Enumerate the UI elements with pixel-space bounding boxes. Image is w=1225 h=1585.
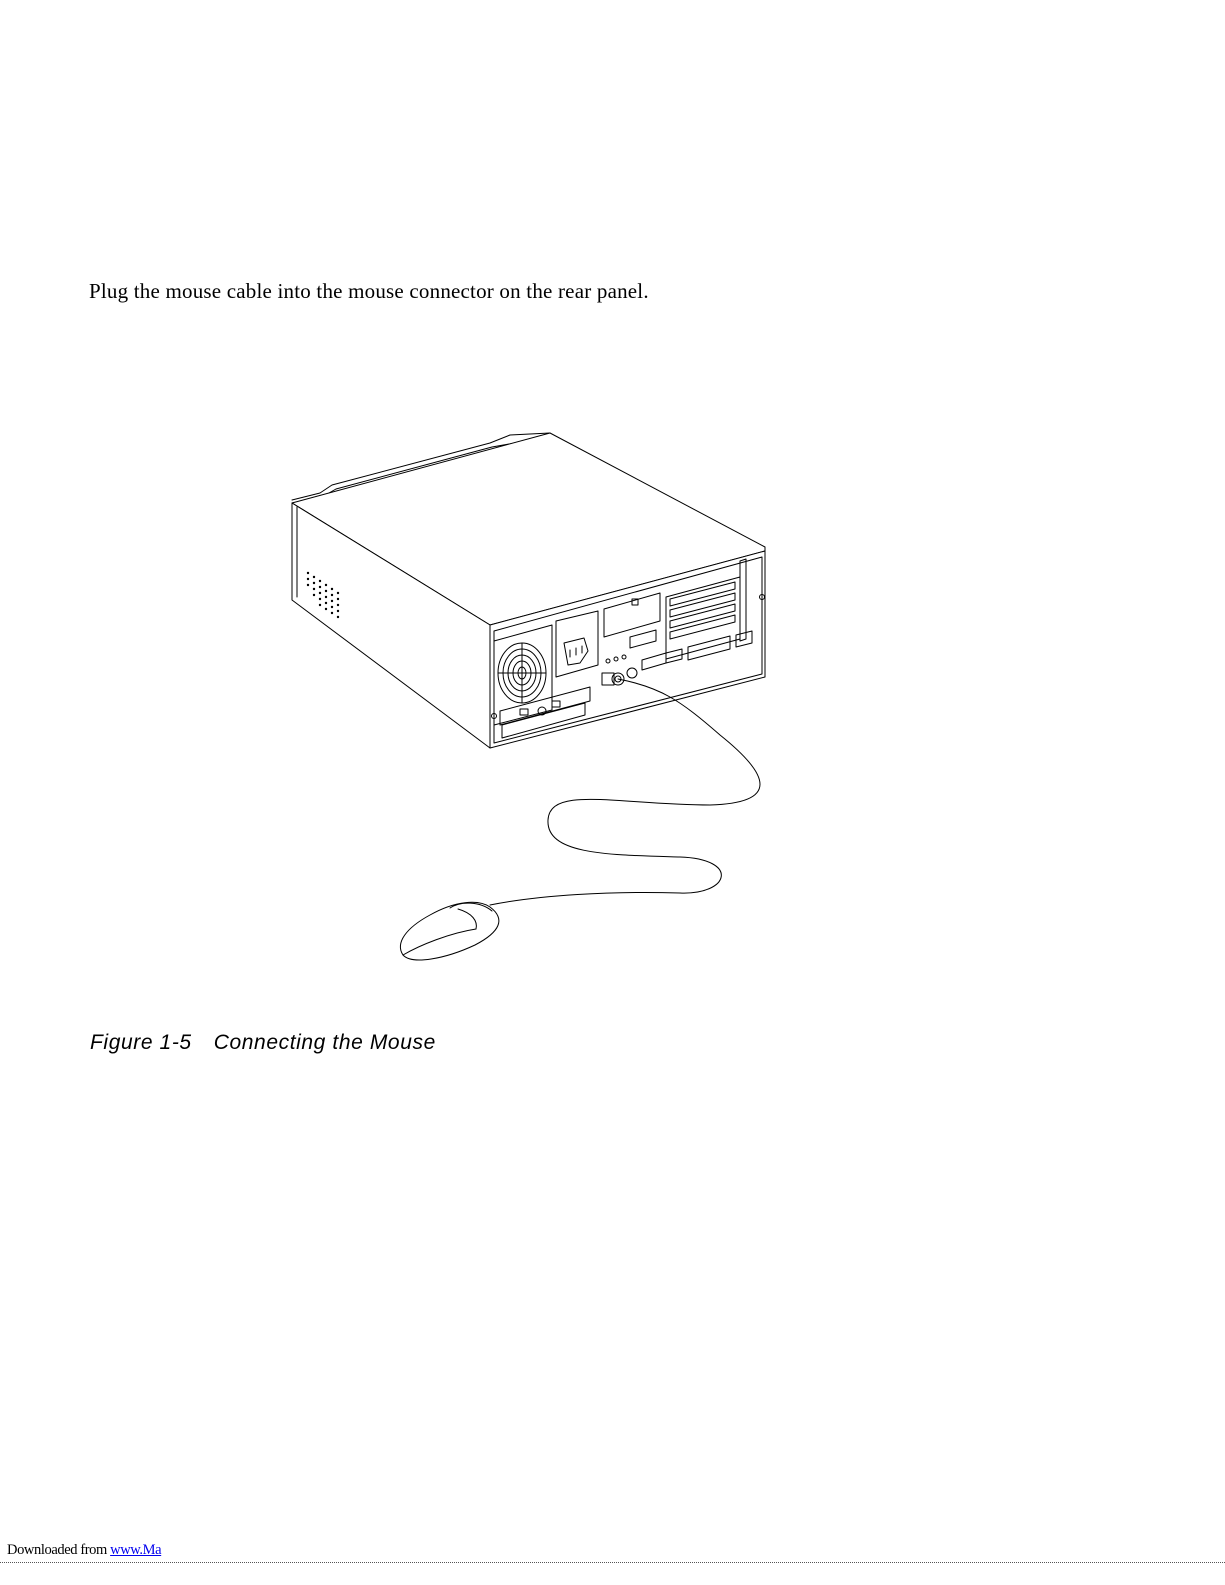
fan-grille <box>498 643 546 703</box>
instruction-text: Plug the mouse cable into the mouse connector on the rear panel. <box>89 279 649 303</box>
mouse-connection-illustration <box>280 425 780 970</box>
download-footer <box>7 1542 161 1559</box>
figure-number: Figure 1-5 <box>90 1031 192 1054</box>
mouse <box>400 902 498 960</box>
footer-divider <box>0 1562 1225 1563</box>
footer-link[interactable]: www.Ma <box>110 1542 162 1558</box>
footer-prefix: Downloaded from <box>7 1542 111 1558</box>
figure-caption <box>90 1031 436 1055</box>
figure-title: Connecting the Mouse <box>213 1031 436 1054</box>
computer-case <box>292 433 765 748</box>
